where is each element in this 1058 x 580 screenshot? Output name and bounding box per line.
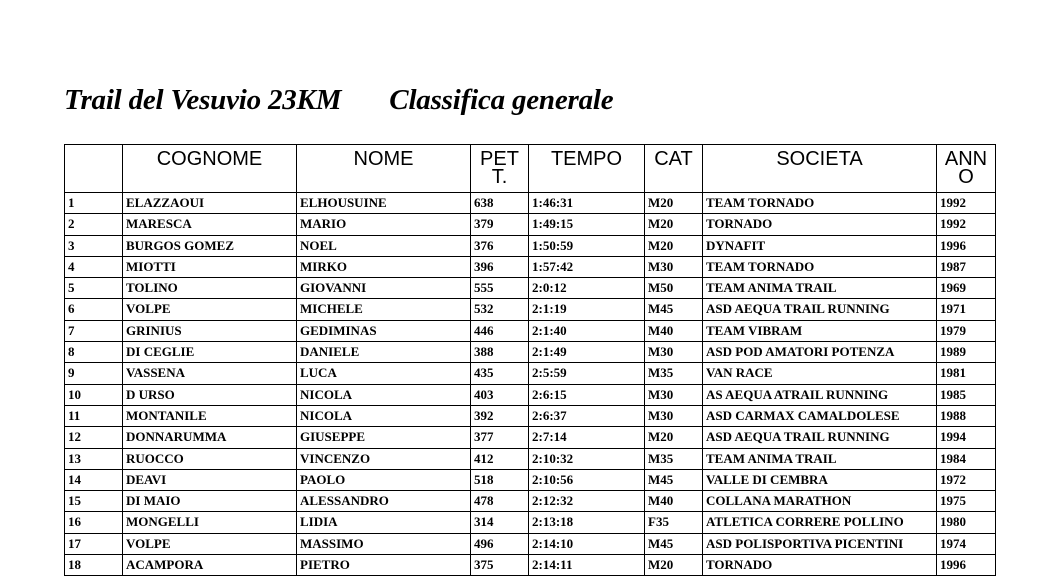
cell-position: 17: [65, 533, 123, 554]
cell-societa: ASD AEQUA TRAIL RUNNING: [703, 427, 937, 448]
cell-pettorale: 392: [471, 405, 529, 426]
cell-pettorale: 379: [471, 214, 529, 235]
cell-pettorale: 376: [471, 235, 529, 256]
cell-tempo: 1:57:42: [529, 256, 645, 277]
cell-nome: LUCA: [297, 363, 471, 384]
cell-categoria: M30: [645, 384, 703, 405]
cell-societa: ASD AEQUA TRAIL RUNNING: [703, 299, 937, 320]
header-cognome: COGNOME: [123, 145, 297, 193]
cell-societa: ASD POLISPORTIVA PICENTINI: [703, 533, 937, 554]
cell-cognome: VASSENA: [123, 363, 297, 384]
cell-categoria: M20: [645, 235, 703, 256]
table-row: [65, 427, 996, 448]
cell-position: 7: [65, 320, 123, 341]
cell-categoria: M35: [645, 363, 703, 384]
cell-nome: GEDIMINAS: [297, 320, 471, 341]
cell-tempo: 2:13:18: [529, 512, 645, 533]
cell-nome: ELHOUSUINE: [297, 193, 471, 214]
cell-tempo: 2:1:49: [529, 342, 645, 363]
header-categoria: CAT: [645, 145, 703, 193]
cell-societa: VAN RACE: [703, 363, 937, 384]
table-row: [65, 512, 996, 533]
cell-anno: 1981: [937, 363, 996, 384]
table-row: [65, 278, 996, 299]
cell-categoria: M50: [645, 278, 703, 299]
cell-position: 14: [65, 469, 123, 490]
cell-categoria: M45: [645, 533, 703, 554]
cell-categoria: M30: [645, 256, 703, 277]
cell-tempo: 2:7:14: [529, 427, 645, 448]
cell-position: 5: [65, 278, 123, 299]
cell-pettorale: 412: [471, 448, 529, 469]
cell-pettorale: 375: [471, 555, 529, 576]
cell-position: 10: [65, 384, 123, 405]
cell-anno: 1979: [937, 320, 996, 341]
cell-cognome: GRINIUS: [123, 320, 297, 341]
table-row: [65, 384, 996, 405]
cell-anno: 1996: [937, 235, 996, 256]
cell-societa: DYNAFIT: [703, 235, 937, 256]
cell-categoria: M20: [645, 555, 703, 576]
cell-cognome: VOLPE: [123, 533, 297, 554]
table-row: [65, 491, 996, 512]
cell-tempo: 2:10:32: [529, 448, 645, 469]
cell-tempo: 2:12:32: [529, 491, 645, 512]
cell-pettorale: 377: [471, 427, 529, 448]
cell-societa: TEAM VIBRAM: [703, 320, 937, 341]
cell-cognome: RUOCCO: [123, 448, 297, 469]
cell-categoria: M30: [645, 342, 703, 363]
cell-anno: 1974: [937, 533, 996, 554]
cell-nome: LIDIA: [297, 512, 471, 533]
cell-societa: TORNADO: [703, 214, 937, 235]
cell-pettorale: 478: [471, 491, 529, 512]
cell-tempo: 2:6:37: [529, 405, 645, 426]
cell-position: 8: [65, 342, 123, 363]
cell-societa: TEAM TORNADO: [703, 256, 937, 277]
cell-position: 4: [65, 256, 123, 277]
cell-tempo: 2:5:59: [529, 363, 645, 384]
cell-nome: DANIELE: [297, 342, 471, 363]
cell-pettorale: 518: [471, 469, 529, 490]
cell-position: 1: [65, 193, 123, 214]
results-table: [64, 144, 996, 576]
cell-nome: VINCENZO: [297, 448, 471, 469]
cell-categoria: M40: [645, 320, 703, 341]
header-pettorale: PET T.: [471, 145, 529, 193]
cell-societa: AS AEQUA ATRAIL RUNNING: [703, 384, 937, 405]
header-anno: ANN O: [937, 145, 996, 193]
cell-position: 2: [65, 214, 123, 235]
cell-anno: 1985: [937, 384, 996, 405]
page-title: [64, 84, 613, 117]
cell-categoria: M20: [645, 427, 703, 448]
cell-tempo: 2:1:19: [529, 299, 645, 320]
cell-cognome: MONTANILE: [123, 405, 297, 426]
cell-pettorale: 403: [471, 384, 529, 405]
cell-anno: 1994: [937, 427, 996, 448]
cell-pettorale: 532: [471, 299, 529, 320]
cell-pettorale: 314: [471, 512, 529, 533]
cell-societa: COLLANA MARATHON: [703, 491, 937, 512]
header-position: [65, 145, 123, 193]
cell-anno: 1975: [937, 491, 996, 512]
cell-position: 6: [65, 299, 123, 320]
cell-cognome: MIOTTI: [123, 256, 297, 277]
cell-position: 9: [65, 363, 123, 384]
cell-tempo: 2:6:15: [529, 384, 645, 405]
table-row: [65, 533, 996, 554]
cell-categoria: M20: [645, 214, 703, 235]
cell-anno: 1989: [937, 342, 996, 363]
cell-nome: NICOLA: [297, 405, 471, 426]
table-row: [65, 342, 996, 363]
cell-categoria: M35: [645, 448, 703, 469]
cell-cognome: TOLINO: [123, 278, 297, 299]
cell-tempo: 2:0:12: [529, 278, 645, 299]
cell-tempo: 2:1:40: [529, 320, 645, 341]
table-row: [65, 363, 996, 384]
cell-position: 13: [65, 448, 123, 469]
cell-cognome: VOLPE: [123, 299, 297, 320]
cell-categoria: M30: [645, 405, 703, 426]
cell-pettorale: 435: [471, 363, 529, 384]
table-row: [65, 235, 996, 256]
table-header-row: [65, 145, 996, 193]
cell-anno: 1987: [937, 256, 996, 277]
ranking-subtitle: Classifica generale: [389, 84, 614, 116]
table-row: [65, 405, 996, 426]
cell-societa: ASD CARMAX CAMALDOLESE: [703, 405, 937, 426]
cell-categoria: M20: [645, 193, 703, 214]
cell-anno: 1984: [937, 448, 996, 469]
cell-categoria: M45: [645, 469, 703, 490]
cell-anno: 1969: [937, 278, 996, 299]
cell-anno: 1980: [937, 512, 996, 533]
cell-cognome: D URSO: [123, 384, 297, 405]
cell-anno: 1988: [937, 405, 996, 426]
cell-nome: NICOLA: [297, 384, 471, 405]
cell-nome: MIRKO: [297, 256, 471, 277]
cell-pettorale: 446: [471, 320, 529, 341]
cell-position: 3: [65, 235, 123, 256]
table-row: [65, 256, 996, 277]
cell-tempo: 1:46:31: [529, 193, 645, 214]
cell-pettorale: 638: [471, 193, 529, 214]
cell-position: 15: [65, 491, 123, 512]
cell-societa: TORNADO: [703, 555, 937, 576]
cell-nome: MICHELE: [297, 299, 471, 320]
cell-societa: VALLE DI CEMBRA: [703, 469, 937, 490]
header-tempo: TEMPO: [529, 145, 645, 193]
table-row: [65, 469, 996, 490]
cell-anno: 1996: [937, 555, 996, 576]
cell-nome: GIUSEPPE: [297, 427, 471, 448]
table-row: [65, 193, 996, 214]
cell-cognome: MONGELLI: [123, 512, 297, 533]
table-row: [65, 214, 996, 235]
cell-anno: 1972: [937, 469, 996, 490]
cell-position: 16: [65, 512, 123, 533]
cell-tempo: 2:10:56: [529, 469, 645, 490]
cell-tempo: 2:14:10: [529, 533, 645, 554]
cell-pettorale: 396: [471, 256, 529, 277]
cell-cognome: DI CEGLIE: [123, 342, 297, 363]
table-row: [65, 448, 996, 469]
cell-categoria: M45: [645, 299, 703, 320]
cell-societa: ASD POD AMATORI POTENZA: [703, 342, 937, 363]
cell-nome: MASSIMO: [297, 533, 471, 554]
cell-nome: MARIO: [297, 214, 471, 235]
cell-categoria: M40: [645, 491, 703, 512]
cell-cognome: BURGOS GOMEZ: [123, 235, 297, 256]
cell-nome: PIETRO: [297, 555, 471, 576]
cell-nome: ALESSANDRO: [297, 491, 471, 512]
cell-pettorale: 555: [471, 278, 529, 299]
cell-cognome: ELAZZAOUI: [123, 193, 297, 214]
cell-cognome: MARESCA: [123, 214, 297, 235]
table-row: [65, 299, 996, 320]
cell-cognome: DEAVI: [123, 469, 297, 490]
cell-societa: TEAM TORNADO: [703, 193, 937, 214]
cell-societa: TEAM ANIMA TRAIL: [703, 448, 937, 469]
cell-cognome: DONNARUMMA: [123, 427, 297, 448]
cell-cognome: ACAMPORA: [123, 555, 297, 576]
header-societa: SOCIETA: [703, 145, 937, 193]
event-title: Trail del Vesuvio 23KM: [64, 84, 342, 116]
cell-tempo: 2:14:11: [529, 555, 645, 576]
table-row: [65, 555, 996, 576]
table-row: [65, 320, 996, 341]
cell-nome: GIOVANNI: [297, 278, 471, 299]
cell-pettorale: 496: [471, 533, 529, 554]
header-nome: NOME: [297, 145, 471, 193]
cell-position: 12: [65, 427, 123, 448]
cell-pettorale: 388: [471, 342, 529, 363]
cell-societa: ATLETICA CORRERE POLLINO: [703, 512, 937, 533]
cell-nome: PAOLO: [297, 469, 471, 490]
results-body: [65, 193, 996, 576]
cell-anno: 1971: [937, 299, 996, 320]
cell-position: 18: [65, 555, 123, 576]
cell-position: 11: [65, 405, 123, 426]
cell-anno: 1992: [937, 214, 996, 235]
cell-cognome: DI MAIO: [123, 491, 297, 512]
cell-tempo: 1:50:59: [529, 235, 645, 256]
cell-societa: TEAM ANIMA TRAIL: [703, 278, 937, 299]
cell-tempo: 1:49:15: [529, 214, 645, 235]
cell-nome: NOEL: [297, 235, 471, 256]
cell-categoria: F35: [645, 512, 703, 533]
cell-anno: 1992: [937, 193, 996, 214]
